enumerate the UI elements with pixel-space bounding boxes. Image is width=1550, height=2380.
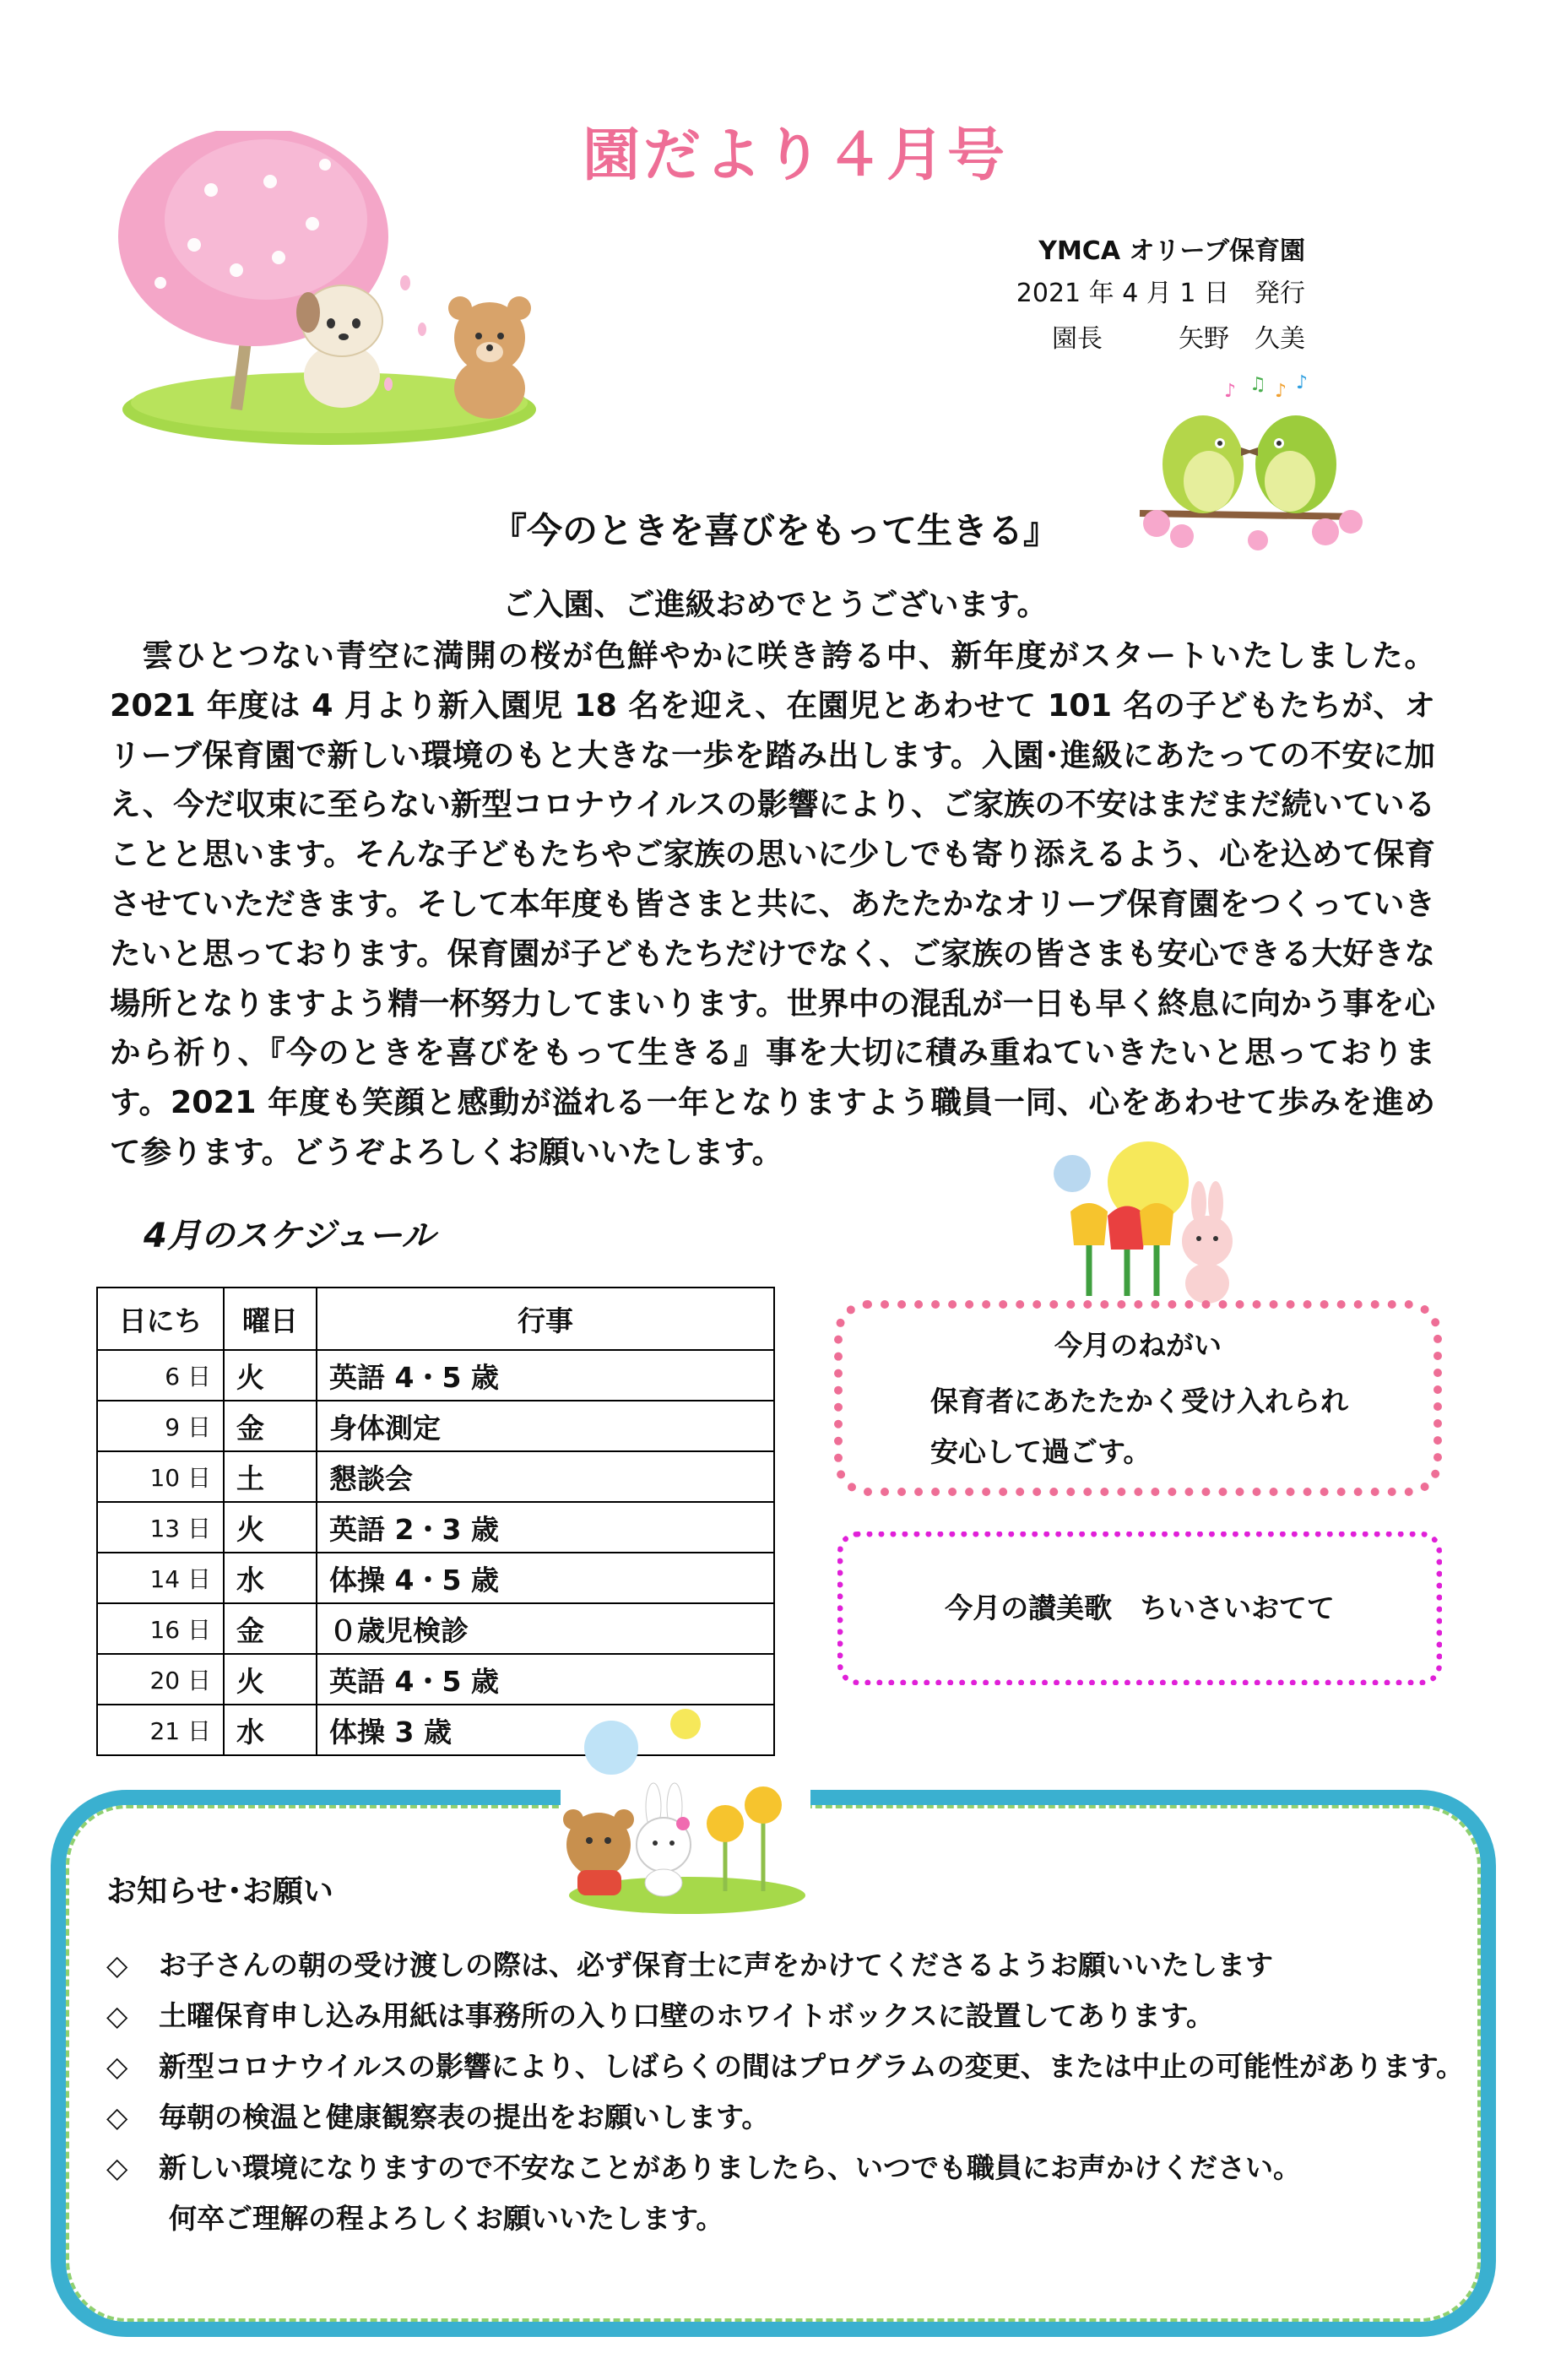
animals-illustration	[561, 1705, 814, 1916]
row-event: 体操 4・5 歳	[317, 1553, 774, 1603]
row-weekday: 土	[224, 1451, 317, 1502]
header-weekday: 曜日	[224, 1288, 317, 1350]
diamond-icon: ◇	[106, 2101, 128, 2133]
diamond-icon: ◇	[106, 1999, 128, 2032]
table-row	[97, 1350, 774, 1401]
row-date: 14 日	[97, 1553, 224, 1603]
row-date: 9 日	[97, 1401, 224, 1451]
row-weekday: 金	[224, 1603, 317, 1654]
row-weekday: 金	[224, 1401, 317, 1451]
diamond-icon: ◇	[106, 2050, 128, 2083]
row-date: 16 日	[97, 1603, 224, 1654]
cherry-tree-illustration	[110, 131, 549, 452]
row-event: 懇談会	[317, 1451, 774, 1502]
greeting-paragraph: 雲ひとつない青空に満開の桜が色鮮やかに咲き誇る中、新年度がスタートいたしました。2021 年度は 4 月より新入園児 18 名を迎え、在園児とあわせて 101 名の子どもたちが、オリーブ保育園で新しい環境のもと大きな一歩を踏み出します。入園･進級にあたっての不安に加え、今だ収束に至らない新型コロナウイルスの影響により、ご家族の不安はまだまだ続いていることと思います。そんな子どもたちやご家族の思いに少しでも寄り添えるよう、心を込めて保育させていただきます。そして本年度も皆さまと共に、あたたかなオリーブ保育園をつくっていきたいと思っております。保育園が子どもたちだけでなく、ご家族の皆さまも安心できる大好きな場所となりますよう精一杯努力してまいります。世界中の混乱が一日も早く終息に向かう事を心から祈り、『今のときを喜びをもって生きる』事を大切に積み重ねていきたいと思っております。2021 年度も笑顔と感動が溢れる一年となりますよう職員一同、心をあわせて歩みを進めて参ります。どうぞよろしくお願いいたします。	[110, 637, 1435, 1170]
notice-title: お知らせ･お願い	[106, 1874, 333, 1909]
row-weekday: 火	[224, 1502, 317, 1553]
table-row	[97, 1502, 774, 1553]
row-event: ０歳児検診	[317, 1603, 774, 1654]
tulip-rabbit-illustration	[1038, 1136, 1241, 1304]
list-item	[106, 2143, 1464, 2193]
monthly-wish-line-2: 安心して過ごす。	[930, 1435, 1152, 1468]
notice-text: お子さんの朝の受け渡しの際は、必ず保育士に声をかけてくださるようお願いいたします	[159, 1949, 1273, 1982]
notice-text: 土曜保育申し込み用紙は事務所の入り口壁のホワイトボックスに設置してあります。	[159, 1999, 1215, 2032]
row-event: 身体測定	[317, 1401, 774, 1451]
newsletter-title: 園だより４月号	[583, 122, 1009, 189]
row-date: 20 日	[97, 1654, 224, 1705]
schedule-title: 4月のスケジュール	[144, 1217, 436, 1255]
notice-text: 新型コロナウイルスの影響により、しばらくの間はプログラムの変更、または中止の可能性があります。	[159, 2050, 1465, 2083]
monthly-wish-title: 今月のねがい	[1054, 1329, 1222, 1362]
list-item	[106, 1991, 1464, 2041]
table-row	[97, 1401, 774, 1451]
row-date: 10 日	[97, 1451, 224, 1502]
schedule-header-row	[97, 1288, 774, 1350]
list-item	[106, 1940, 1464, 1991]
issue-date: 2021 年 4 月 1 日 発行	[1016, 279, 1305, 308]
notice-closing: 何卒ご理解の程よろしくお願いいたします。	[169, 2202, 724, 2235]
monthly-wish-box	[834, 1300, 1442, 1496]
hymn-box	[837, 1532, 1442, 1685]
row-weekday: 水	[224, 1705, 317, 1755]
schedule-table	[96, 1287, 775, 1756]
row-date: 13 日	[97, 1502, 224, 1553]
diamond-icon: ◇	[106, 1949, 128, 1982]
table-row	[97, 1654, 774, 1705]
list-item	[106, 2041, 1464, 2092]
header-date: 日にち	[97, 1288, 224, 1350]
list-item	[106, 2092, 1464, 2143]
svg-text:♪: ♪	[1224, 381, 1237, 402]
row-weekday: 火	[224, 1654, 317, 1705]
row-date: 6 日	[97, 1350, 224, 1401]
svg-text:♪: ♪	[1275, 381, 1287, 402]
principal-name: 園長 矢野 久美	[1052, 324, 1305, 354]
row-event: 体操 3 歳	[317, 1705, 774, 1755]
row-weekday: 火	[224, 1350, 317, 1401]
hymn-text: 今月の讃美歌 ちいさいおてて	[945, 1591, 1335, 1624]
svg-text:♫: ♫	[1249, 374, 1266, 395]
header-event: 行事	[317, 1288, 774, 1350]
notice-text: 新しい環境になりますので不安なことがありましたら、いつでも職員にお声かけください。	[159, 2151, 1301, 2184]
diamond-icon: ◇	[106, 2151, 128, 2184]
monthly-wish-line-1: 保育者にあたたかく受け入れられ	[930, 1385, 1348, 1418]
congratulations-line: ご入園、ご進級おめでとうございます。	[502, 588, 1048, 622]
table-row	[97, 1553, 774, 1603]
notice-text: 毎朝の検温と健康観察表の提出をお願いします。	[159, 2101, 770, 2133]
motto-heading: 『今のときを喜びをもって生きる』	[490, 510, 1059, 551]
svg-text:♪: ♪	[1296, 372, 1309, 393]
org-name: YMCA オリーブ保育園	[1038, 236, 1305, 266]
notice-list	[106, 1940, 1464, 2193]
row-event: 英語 4・5 歳	[317, 1350, 774, 1401]
row-date: 21 日	[97, 1705, 224, 1755]
row-event: 英語 2・3 歳	[317, 1502, 774, 1553]
table-row	[97, 1603, 774, 1654]
table-row	[97, 1451, 774, 1502]
row-weekday: 水	[224, 1553, 317, 1603]
row-event: 英語 4・5 歳	[317, 1654, 774, 1705]
